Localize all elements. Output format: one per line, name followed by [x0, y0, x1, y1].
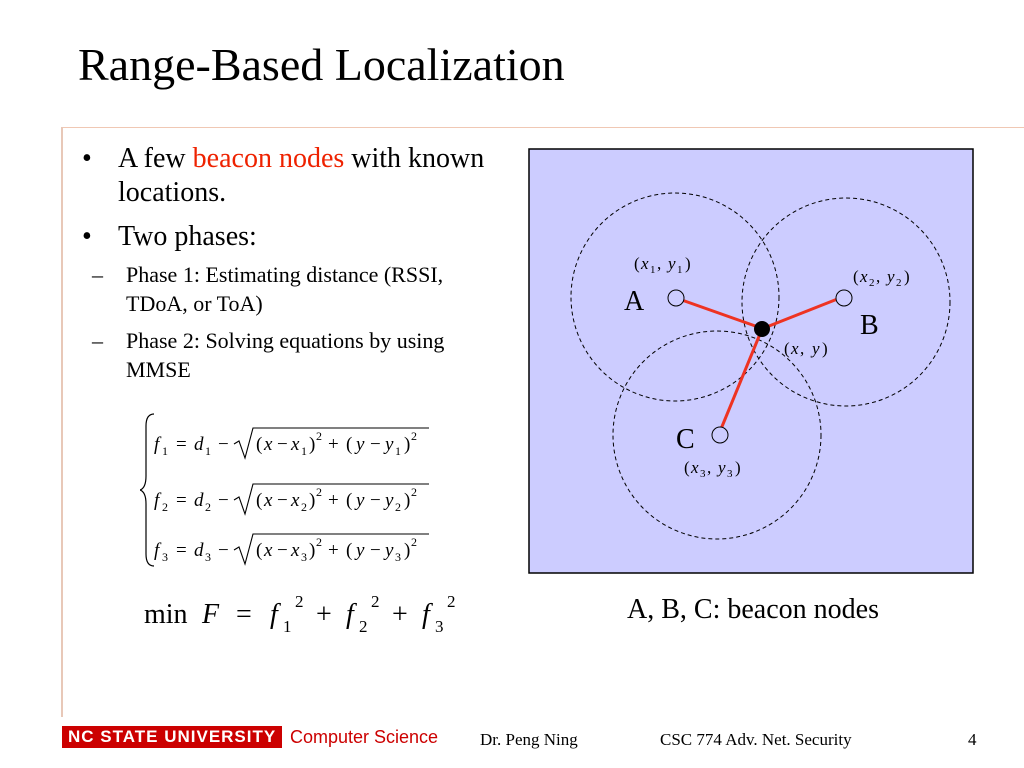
eq-d: d: [194, 434, 204, 455]
svg-text:=: =: [176, 490, 187, 511]
svg-text:(: (: [346, 540, 353, 561]
svg-text:+: +: [328, 490, 339, 511]
bullet-item-beacons: [82, 142, 502, 210]
eq-yi-sub: 1: [395, 444, 401, 458]
svg-text:(: (: [634, 254, 640, 273]
svg-text:(: (: [256, 540, 263, 561]
eq-f-sub: 2: [162, 500, 168, 514]
eq-yi-sub: 3: [395, 550, 401, 564]
beacon-c-label: C: [676, 424, 695, 455]
bullet-icon: •: [82, 221, 92, 252]
eq-d-sub: 2: [205, 500, 211, 514]
svg-text:,: ,: [707, 458, 712, 477]
equation-row-2: [154, 484, 429, 514]
svg-text:+: +: [316, 599, 332, 630]
bullet-icon: •: [82, 143, 92, 174]
svg-text:2: 2: [316, 429, 322, 443]
diagram-caption: A, B, C: beacon nodes: [627, 594, 879, 625]
svg-text:−: −: [277, 490, 288, 511]
svg-text:2: 2: [411, 429, 417, 443]
eq-f: f: [154, 490, 160, 511]
svg-text:(: (: [346, 434, 353, 455]
eq-y: y: [356, 490, 365, 511]
svg-text:2: 2: [316, 485, 322, 499]
eq-x: x: [264, 434, 273, 455]
diagram-background: [529, 149, 973, 573]
eq-y: y: [356, 434, 365, 455]
svg-text:y: y: [668, 254, 676, 273]
sub-item-text: Phase 1: Estimating distance (RSSI, TDoA, or ToA): [126, 262, 444, 316]
eq-xi: x: [291, 540, 300, 561]
bullet-highlight: beacon nodes: [192, 143, 345, 174]
eq-x: x: [264, 540, 273, 561]
term-f: f: [346, 599, 354, 630]
equation-system: [140, 408, 450, 573]
svg-text:,: ,: [657, 254, 662, 273]
term-sub: 3: [435, 617, 444, 636]
page-number: 4: [968, 730, 977, 749]
sub-item-phase2: [82, 326, 502, 384]
svg-text:): ): [904, 267, 910, 286]
svg-text:−: −: [370, 434, 381, 455]
term-sub: 1: [283, 617, 292, 636]
dash-icon: –: [92, 262, 103, 287]
eq-xi: x: [291, 434, 300, 455]
beacon-a-label: A: [624, 286, 645, 317]
term-f: f: [422, 599, 430, 630]
svg-text:): ): [685, 254, 691, 273]
svg-text:(: (: [784, 339, 790, 358]
svg-text:y: y: [812, 339, 820, 358]
bullet-text: Two phases:: [118, 221, 257, 252]
svg-text:): ): [309, 540, 316, 561]
sub-item-phase1: [82, 260, 502, 318]
eq-f-sub: 1: [162, 444, 168, 458]
svg-text:(: (: [346, 490, 353, 511]
svg-text:2: 2: [316, 535, 322, 549]
eq-f-sub: 3: [162, 550, 168, 564]
title-divider: [62, 127, 1024, 128]
eq-yi: y: [385, 490, 394, 511]
eq-minus: −: [218, 434, 229, 455]
footer-course: CSC 774 Adv. Net. Security: [660, 730, 852, 749]
eq-y: y: [356, 540, 365, 561]
svg-text:x: x: [791, 339, 799, 358]
footer-author: Dr. Peng Ning: [480, 730, 578, 749]
localization-diagram: [528, 148, 976, 576]
svg-text:−: −: [277, 434, 288, 455]
svg-text:1: 1: [677, 264, 683, 276]
beacon-c-node: [712, 427, 728, 443]
beacon-a-node: [668, 290, 684, 306]
svg-text:,: ,: [800, 339, 805, 358]
svg-text:2: 2: [869, 277, 875, 289]
term-sup: 2: [447, 592, 456, 611]
beacon-b-label: B: [860, 310, 879, 341]
bullet-list: [82, 142, 502, 394]
eq-d: d: [194, 540, 204, 561]
svg-text:−: −: [370, 490, 381, 511]
eq-xi-sub: 2: [301, 500, 307, 514]
eq-x: x: [264, 490, 273, 511]
eq-d-sub: 1: [205, 444, 211, 458]
sub-list: [92, 260, 502, 384]
eq-yi-sub: 2: [395, 500, 401, 514]
term-sup: 2: [371, 592, 380, 611]
svg-text:+: +: [328, 434, 339, 455]
eq-equals: =: [176, 434, 187, 455]
svg-text:): ): [404, 540, 411, 561]
eq-yi: y: [385, 540, 394, 561]
svg-text:1: 1: [650, 264, 656, 276]
svg-text:3: 3: [700, 468, 706, 480]
svg-text:2: 2: [411, 535, 417, 549]
objective-F: F: [202, 599, 220, 630]
svg-text:−: −: [218, 540, 229, 561]
eq-yi: y: [385, 434, 394, 455]
svg-text:(: (: [256, 490, 263, 511]
svg-text:−: −: [277, 540, 288, 561]
term-sup: 2: [295, 592, 304, 611]
svg-text:2: 2: [896, 277, 902, 289]
eq-xi-sub: 1: [301, 444, 307, 458]
dash-icon: –: [92, 328, 103, 353]
svg-text:): ): [404, 490, 411, 511]
left-accent-line: [61, 127, 63, 717]
equation-row-1: [154, 428, 429, 458]
svg-text:): ): [735, 458, 741, 477]
eq-d: d: [194, 490, 204, 511]
eq-xi-sub: 3: [301, 550, 307, 564]
svg-text:y: y: [718, 458, 726, 477]
svg-text:2: 2: [411, 485, 417, 499]
svg-text:): ): [822, 339, 828, 358]
svg-text:x: x: [860, 267, 868, 286]
svg-text:x: x: [641, 254, 649, 273]
svg-text:3: 3: [727, 468, 733, 480]
svg-text:=: =: [176, 540, 187, 561]
svg-text:(: (: [853, 267, 859, 286]
eq-xi: x: [291, 490, 300, 511]
svg-text:): ): [309, 490, 316, 511]
bullet-suffix: with known locations.: [118, 143, 485, 208]
svg-text:=: =: [236, 599, 252, 630]
svg-text:x: x: [691, 458, 699, 477]
svg-text:(: (: [256, 434, 263, 455]
eq-f: f: [154, 540, 160, 561]
slide-title: Range-Based Localization: [78, 39, 565, 90]
beacon-b-node: [836, 290, 852, 306]
svg-text:−: −: [370, 540, 381, 561]
university-logo: NC STATE UNIVERSITY: [62, 726, 282, 748]
eq-d-sub: 3: [205, 550, 211, 564]
bullet-prefix: A few: [118, 143, 193, 174]
equation-row-3: [154, 534, 429, 564]
svg-text:): ): [309, 434, 316, 455]
svg-text:+: +: [328, 540, 339, 561]
objective-function: [140, 585, 470, 645]
svg-text:y: y: [887, 267, 895, 286]
svg-text:,: ,: [876, 267, 881, 286]
term-sub: 2: [359, 617, 368, 636]
unknown-node: [754, 321, 770, 337]
svg-text:+: +: [392, 599, 408, 630]
term-f: f: [270, 599, 278, 630]
left-brace: [140, 414, 154, 566]
eq-f: f: [154, 434, 160, 455]
department-name: Computer Science: [290, 727, 439, 747]
svg-text:): ): [404, 434, 411, 455]
min-operator: min: [144, 599, 188, 630]
sub-item-text: Phase 2: Solving equations by using MMSE: [126, 328, 445, 382]
svg-text:−: −: [218, 490, 229, 511]
svg-text:(: (: [684, 458, 690, 477]
bullet-item-phases: [82, 220, 502, 384]
